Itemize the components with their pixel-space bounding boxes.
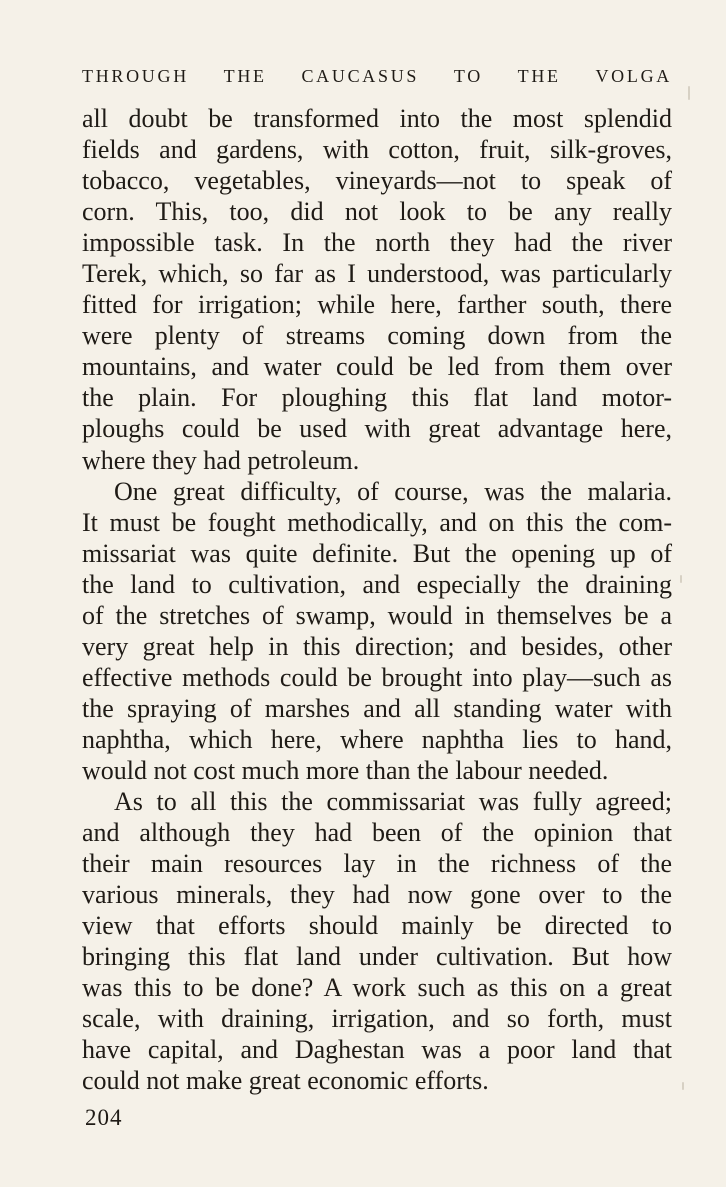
text-line: where they had petroleum. <box>82 445 360 475</box>
text-line: their main resources lay in the richness of the <box>82 849 672 879</box>
text-line: and although they had been of the opinion that <box>82 818 672 848</box>
page-number: 204 <box>85 1105 123 1130</box>
text-line: all doubt be transformed into the most splendid <box>82 104 672 133</box>
text-line: was this to be done? A work such as this on a great <box>82 973 672 1003</box>
text-line: naphtha, which here, where naphtha lies to hand, <box>82 724 672 754</box>
text-line: missariat was quite definite. But the opening up of <box>82 538 672 568</box>
text-line: effective methods could be brought into play—such as <box>82 662 672 692</box>
running-head-word: VOLGA <box>595 66 672 86</box>
running-head-word: CAUCASUS <box>301 66 420 86</box>
text-line: ploughs could be used with great advantage here, <box>82 414 672 444</box>
text-line: tobacco, vegetables, vineyards—not to speak of <box>82 166 672 196</box>
running-head-word: TO <box>453 66 483 86</box>
text-line: were plenty of streams coming down from the <box>82 321 672 351</box>
text-line: the land to cultivation, and especially the draining <box>82 569 672 599</box>
text-line: scale, with draining, irrigation, and so forth, must <box>82 1004 672 1034</box>
running-head-word: THE <box>223 66 267 86</box>
text-line: bringing this flat land under cultivation. But how <box>82 942 672 972</box>
paper-speck <box>682 1082 684 1090</box>
text-line: the plain. For ploughing this flat land motor- <box>82 383 672 413</box>
body-text <box>82 103 672 1097</box>
text-line: mountains, and water could be led from them over <box>82 352 672 382</box>
text-line: would not cost much more than the labour needed. <box>82 755 609 785</box>
paper-speck <box>688 86 690 100</box>
text-line: fitted for irrigation; while here, farther south, there <box>82 290 672 320</box>
text-line: fields and gardens, with cotton, fruit, silk-groves, <box>82 135 672 165</box>
text-line: corn. This, too, did not look to be any really <box>82 197 672 227</box>
text-line: could not make great economic efforts. <box>82 1066 489 1096</box>
text-line: It must be fought methodically, and on this the com- <box>82 507 672 537</box>
paper-speck <box>680 575 682 583</box>
running-head <box>82 62 672 90</box>
text-line: have capital, and Daghestan was a poor land that <box>82 1035 672 1065</box>
text-line: Terek, which, so far as I understood, was particularly <box>82 259 672 289</box>
text-line: various minerals, they had now gone over to the <box>82 880 672 910</box>
running-head-word: THE <box>517 66 561 86</box>
running-head-word: THROUGH <box>82 66 189 86</box>
text-line: One great difficulty, of course, was the malaria. <box>114 476 672 506</box>
text-line: of the stretches of swamp, would in themselves be a <box>82 600 672 630</box>
text-line: very great help in this direction; and besides, other <box>82 631 672 661</box>
text-line: impossible task. In the north they had the river <box>82 228 672 258</box>
text-line: the spraying of marshes and all standing water with <box>82 693 672 723</box>
text-line: As to all this the commissariat was fully agreed; <box>114 787 672 817</box>
text-line: view that efforts should mainly be directed to <box>82 911 672 941</box>
